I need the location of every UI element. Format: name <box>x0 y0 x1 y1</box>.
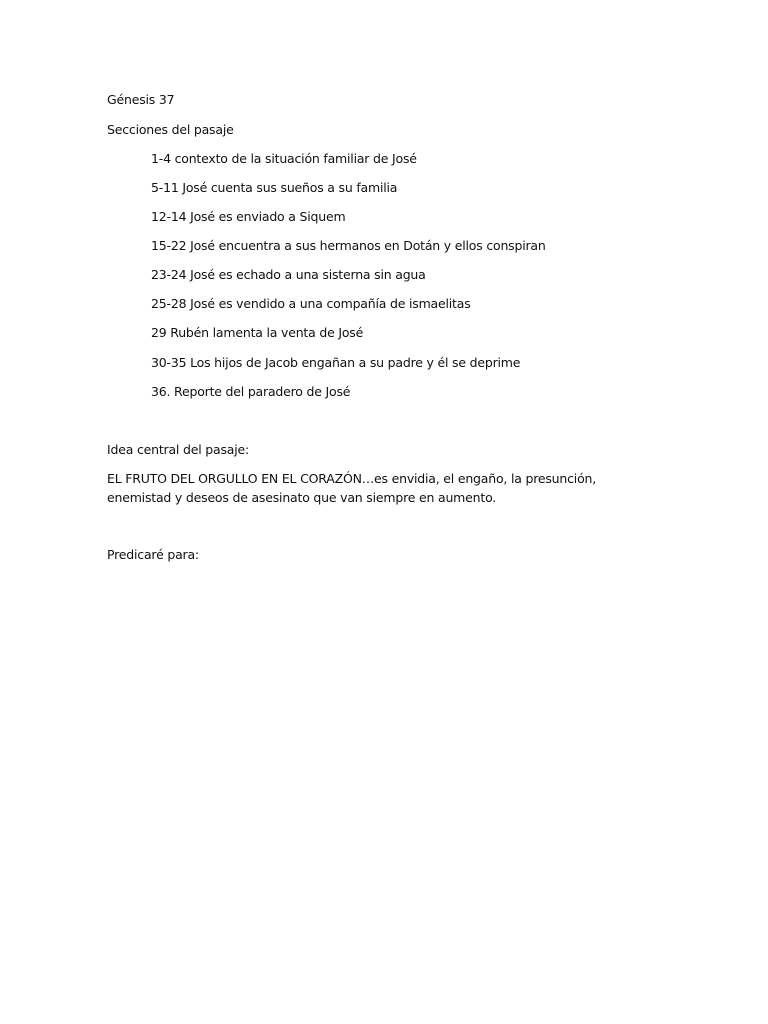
section-item: 15-22 José encuentra a sus hermanos en Dotán y ellos conspiran <box>151 238 546 253</box>
section-item: 29 Rubén lamenta la venta de José <box>151 325 364 340</box>
central-idea-text: EL FRUTO DEL ORGULLO EN EL CORAZÓN…es envidia, el engaño, la presunción, enemistad y deseos de asesinato que van siempre en aumento. <box>107 471 597 505</box>
section-item: 23-24 José es echado a una sisterna sin agua <box>151 267 426 282</box>
section-item: 25-28 José es vendido a una compañía de ismaelitas <box>151 296 471 311</box>
document-title: Génesis 37 <box>107 92 175 107</box>
section-item: 30-35 Los hijos de Jacob engañan a su padre y él se deprime <box>151 355 521 370</box>
section-item: 5-11 José cuenta sus sueños a su familia <box>151 180 398 195</box>
section-item: 1-4 contexto de la situación familiar de José <box>151 151 417 166</box>
central-idea-heading: Idea central del pasaje: <box>107 442 249 457</box>
sections-heading: Secciones del pasaje <box>107 122 234 137</box>
section-item: 36. Reporte del paradero de José <box>151 384 351 399</box>
section-item: 12-14 José es enviado a Siquem <box>151 209 346 224</box>
preach-heading: Predicaré para: <box>107 547 199 562</box>
